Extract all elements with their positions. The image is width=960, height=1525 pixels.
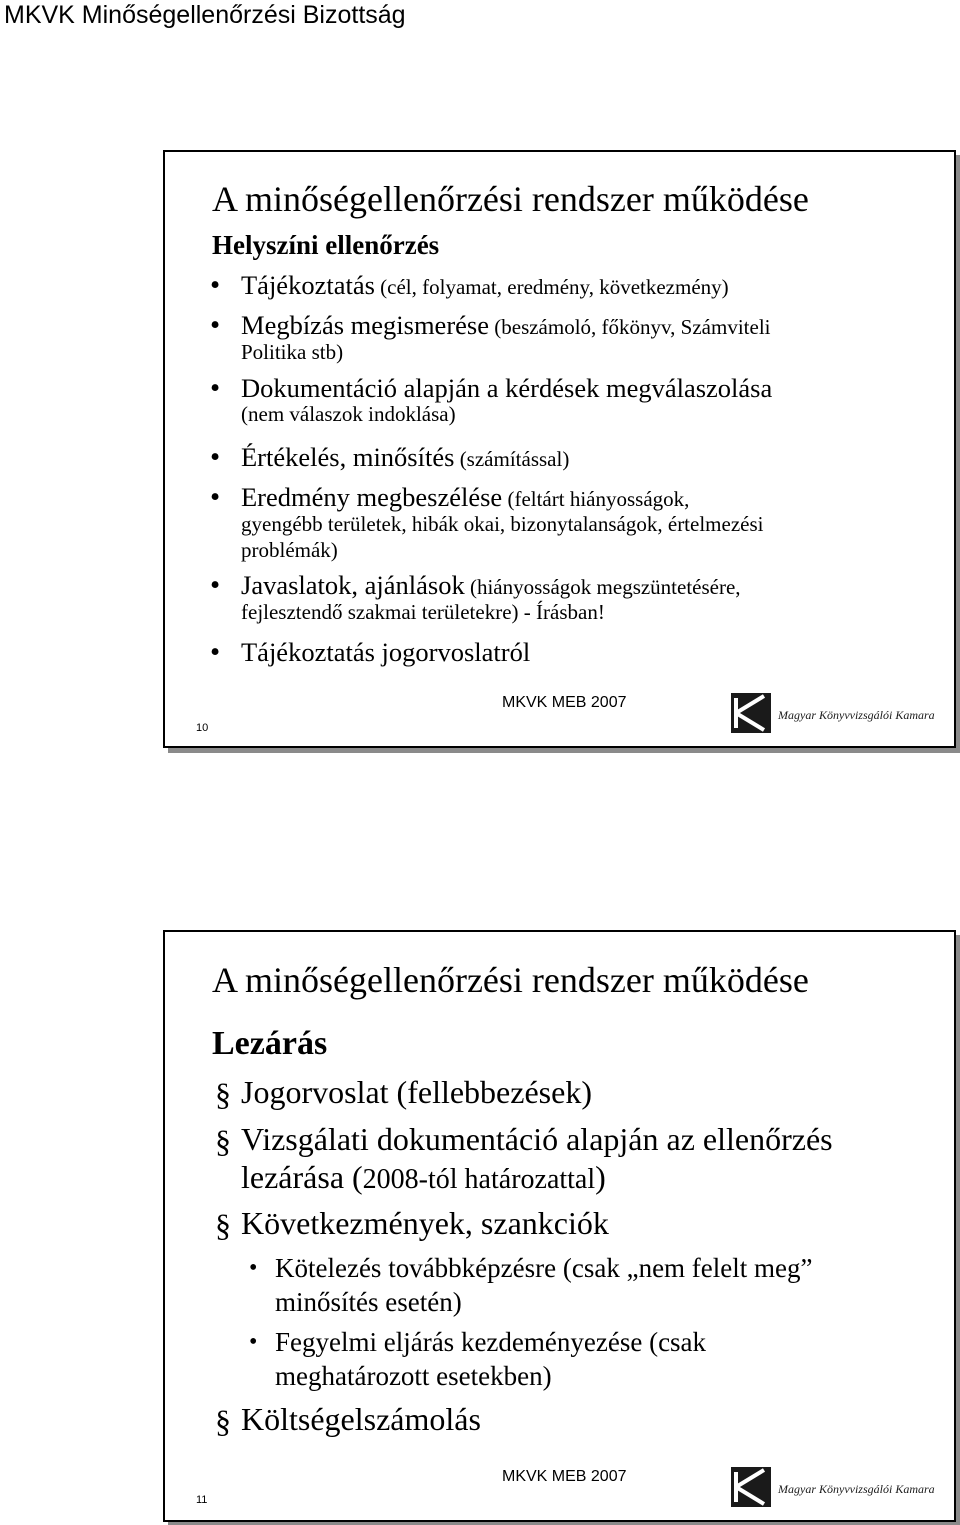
mkvk-logo [730, 692, 945, 734]
bullet-icon: • [210, 372, 221, 404]
bullet-icon: • [210, 309, 221, 341]
mkvk-logo [730, 1466, 945, 1508]
list-item: Eredmény megbeszélése (feltárt hiányosságok, [241, 482, 690, 512]
bullet-icon: • [210, 636, 221, 668]
list-item-continuation: gyengébb területek, hibák okai, bizonytalanságok, értelmezési [241, 512, 764, 536]
sub-list-item: Fegyelmi eljárás kezdeményezése (csak [275, 1327, 707, 1357]
bullet-icon: • [210, 569, 221, 601]
list-item: Következmények, szankciók [241, 1205, 609, 1241]
bullet-icon: • [210, 441, 221, 473]
logo-text: Magyar Könyvvizsgálói Kamara [778, 1482, 935, 1496]
list-item: Dokumentáció alapján a kérdések megválaszolása [241, 373, 773, 403]
section-sign-icon [210, 1402, 236, 1438]
list-item-continuation: fejlesztendő szakmai területekre) - Írásban! [241, 600, 605, 624]
svg-text:§: § [215, 1403, 231, 1438]
section-sign-icon [210, 1075, 236, 1111]
svg-text:§: § [215, 1207, 231, 1242]
list-item: Megbízás megismerése (beszámoló, főkönyv, Számviteli [241, 310, 771, 340]
list-item: Tájékoztatás (cél, folyamat, eredmény, következmény) [241, 270, 729, 300]
slide-footer: MKVK MEB 2007 [502, 694, 627, 711]
slide-subtitle: Helyszíni ellenőrzés [212, 230, 440, 260]
slide-number: 11 [196, 1494, 208, 1506]
slide-11 [163, 930, 956, 1522]
slide-subtitle: Lezárás [212, 1025, 328, 1062]
sub-list-item-continuation: minősítés esetén) [275, 1287, 462, 1317]
bullet-icon: • [210, 269, 221, 301]
sub-list-item-continuation: meghatározott esetekben) [275, 1361, 552, 1391]
bullet-icon: • [249, 1255, 258, 1281]
svg-text:§: § [215, 1123, 231, 1158]
list-item: Vizsgálati dokumentáció alapján az ellenőrzés [241, 1121, 833, 1157]
page-header: MKVK Minőségellenőrzési Bizottság [4, 1, 406, 29]
list-item-continuation: problémák) [241, 538, 338, 562]
list-item-continuation: (nem válaszok indoklása) [241, 402, 456, 426]
sub-list-item: Kötelezés továbbképzésre (csak „nem felelt meg” [275, 1253, 813, 1283]
slide-title: A minőségellenőrzési rendszer működése [212, 179, 809, 219]
bullet-icon: • [249, 1329, 258, 1355]
list-item: Javaslatok, ajánlások (hiányosságok megszüntetésére, [241, 570, 741, 600]
slide-10 [163, 150, 956, 748]
section-sign-icon [210, 1122, 236, 1158]
slide-number: 10 [196, 722, 209, 734]
section-sign-icon [210, 1206, 236, 1242]
svg-text:§: § [215, 1076, 231, 1111]
list-item: Tájékoztatás jogorvoslatról [241, 637, 531, 667]
logo-text: Magyar Könyvvizsgálói Kamara [778, 708, 935, 722]
slide-footer: MKVK MEB 2007 [502, 1468, 627, 1485]
bullet-icon: • [210, 481, 221, 513]
list-item: Jogorvoslat (fellebbezések) [241, 1074, 592, 1110]
list-item-continuation: Politika stb) [241, 340, 344, 364]
slide-title: A minőségellenőrzési rendszer működése [212, 960, 809, 1000]
list-item-continuation: lezárása (2008-tól határozattal) [241, 1159, 606, 1195]
list-item: Költségelszámolás [241, 1401, 481, 1437]
list-item: Értékelés, minősítés (számítással) [241, 442, 570, 472]
